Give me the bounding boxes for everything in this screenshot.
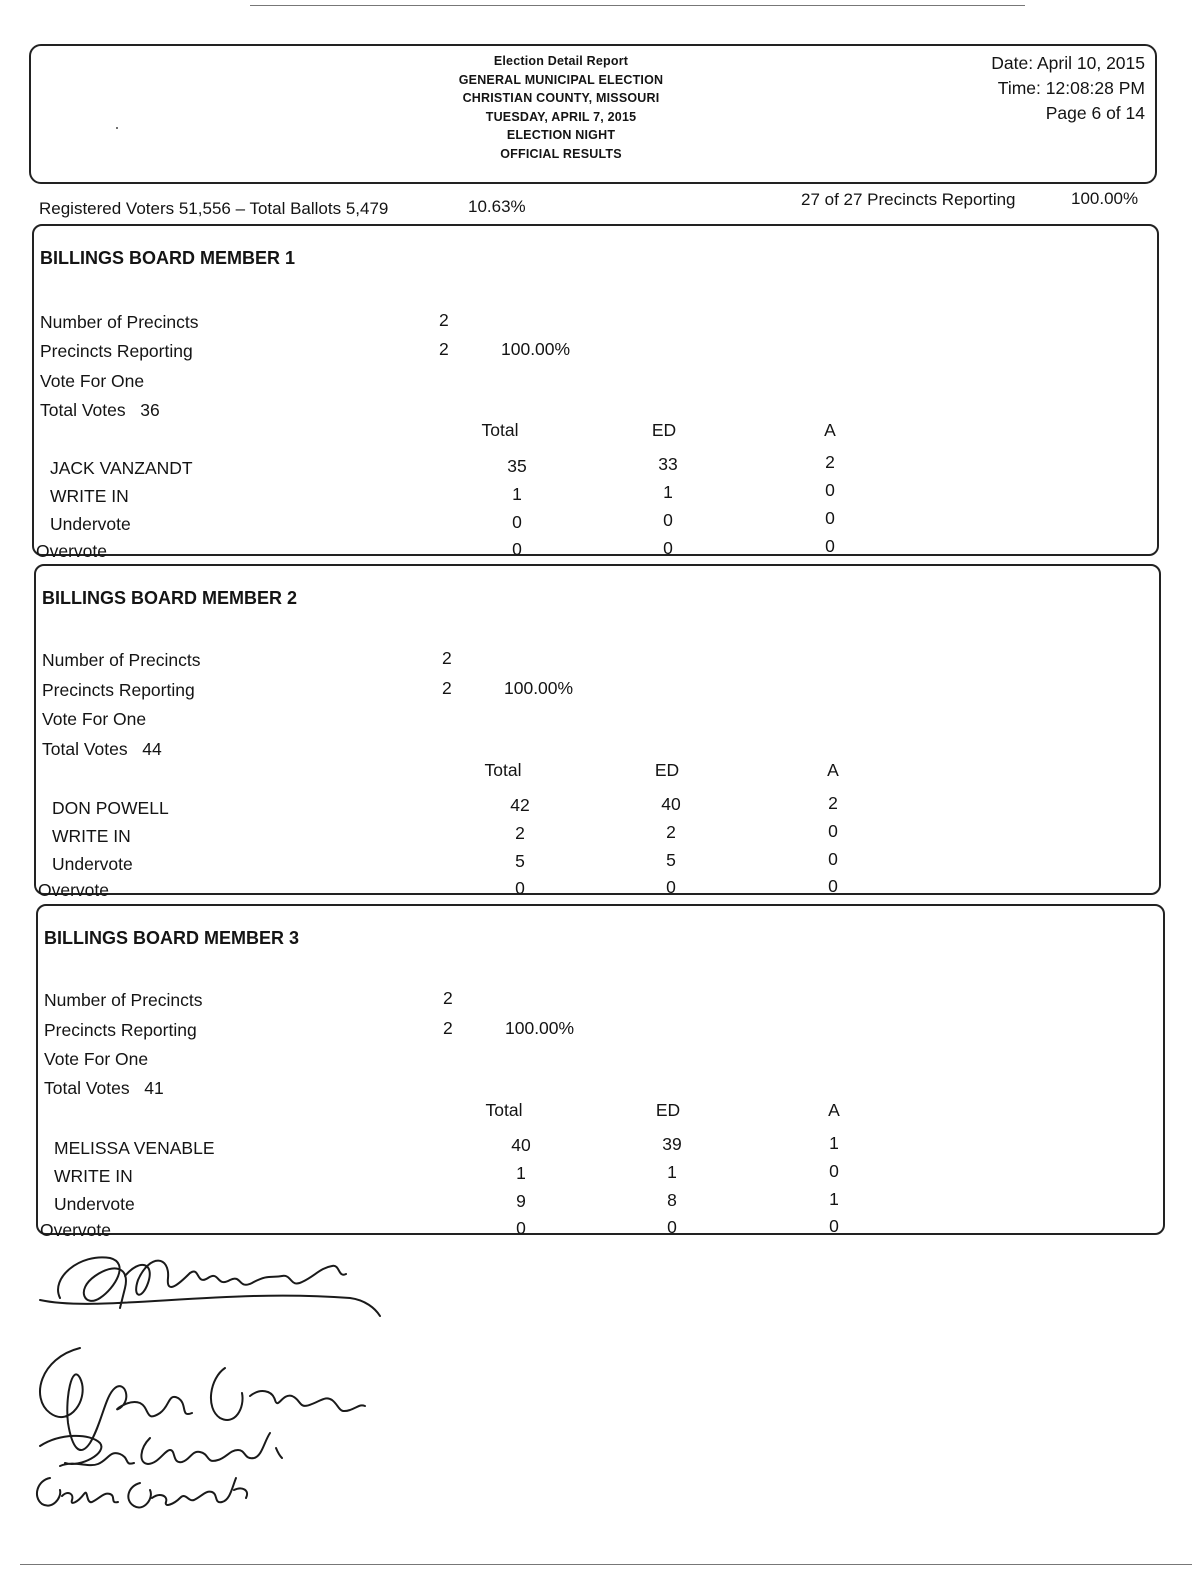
precincts-reporting-percent: 100.00%	[505, 1018, 575, 1038]
candidate-ed: 0	[667, 1217, 677, 1237]
candidate-name: Overvote	[38, 880, 109, 900]
candidate-total: 0	[512, 512, 522, 532]
vote-for-label: Vote For One	[40, 371, 145, 391]
report-header-title-block	[361, 52, 761, 163]
total-votes-value: 44	[142, 739, 162, 759]
candidate-total: 35	[507, 456, 527, 476]
candidate-name: DON POWELL	[52, 798, 169, 818]
candidate-name: WRITE IN	[52, 826, 131, 846]
candidate-a: 0	[828, 876, 838, 896]
candidate-ed: 33	[658, 454, 678, 474]
total-votes	[42, 739, 162, 760]
total-votes	[44, 1078, 164, 1099]
candidate-name: WRITE IN	[54, 1166, 133, 1186]
candidate-total: 0	[516, 1218, 526, 1238]
signature-4	[37, 1478, 247, 1507]
report-date: Date: April 10, 2015	[991, 53, 1145, 73]
total-votes-label: Total Votes	[42, 739, 128, 759]
registered-voters-summary: Registered Voters 51,556 – Total Ballots 5,479	[39, 199, 389, 218]
candidate-a: 0	[828, 849, 838, 869]
candidate-ed: 40	[661, 794, 681, 814]
column-header-total: Total	[484, 760, 522, 780]
county-name: CHRISTIAN COUNTY, MISSOURI	[462, 91, 660, 105]
precincts-reporting-percent: 100.00%	[504, 678, 574, 698]
precincts-reporting-label: Precincts Reporting	[42, 680, 195, 700]
candidate-total: 0	[512, 539, 522, 559]
report-time: Time: 12:08:28 PM	[997, 78, 1145, 98]
total-votes-value: 36	[140, 400, 160, 420]
precincts-reporting-value: 2	[439, 339, 449, 359]
candidate-name: Undervote	[54, 1194, 135, 1214]
number-of-precincts-value: 2	[443, 988, 453, 1008]
candidate-total: 5	[515, 851, 525, 871]
total-votes-label: Total Votes	[40, 400, 126, 420]
report-title: Election Detail Report	[493, 54, 629, 68]
candidate-name: WRITE IN	[50, 486, 129, 506]
column-header-total: Total	[485, 1100, 523, 1120]
candidate-name: JACK VANZANDT	[50, 458, 193, 478]
number-of-precincts-value: 2	[442, 648, 452, 668]
candidate-name: Overvote	[40, 1220, 111, 1240]
column-header-ed: ED	[654, 760, 680, 780]
candidate-ed: 1	[667, 1162, 677, 1182]
candidate-ed: 0	[663, 510, 673, 530]
signatures	[20, 1228, 400, 1528]
report-header	[29, 44, 1157, 184]
race-title: BILLINGS BOARD MEMBER 3	[44, 928, 300, 948]
candidate-ed: 5	[666, 850, 676, 870]
scan-speck	[116, 127, 118, 129]
column-header-ed: ED	[651, 420, 677, 440]
candidate-total: 1	[512, 484, 522, 504]
candidate-total: 9	[516, 1191, 526, 1211]
candidate-total: 1	[516, 1163, 526, 1183]
vote-for-label: Vote For One	[44, 1049, 149, 1069]
column-header-a: A	[827, 760, 839, 780]
signature-3	[40, 1433, 282, 1466]
candidate-a: 1	[829, 1189, 839, 1209]
candidate-a: 0	[829, 1216, 839, 1236]
candidate-total: 40	[511, 1135, 531, 1155]
candidate-a: 0	[829, 1161, 839, 1181]
vote-for-label: Vote For One	[42, 709, 147, 729]
precincts-reporting-label: Precincts Reporting	[44, 1020, 197, 1040]
candidate-total: 42	[510, 795, 530, 815]
column-header-total: Total	[481, 420, 519, 440]
candidate-a: 0	[825, 536, 835, 556]
race-section	[34, 564, 1161, 900]
candidate-total: 2	[515, 823, 525, 843]
column-header-ed: ED	[655, 1100, 681, 1120]
candidate-ed: 0	[663, 538, 673, 558]
precincts-reporting-value: 2	[443, 1018, 453, 1038]
precincts-reporting-percent: 100.00%	[1071, 189, 1139, 208]
race-section	[32, 224, 1159, 561]
race-title: BILLINGS BOARD MEMBER 1	[40, 248, 296, 268]
election-name: GENERAL MUNICIPAL ELECTION	[458, 72, 664, 87]
race-section	[36, 904, 1165, 1240]
precincts-reporting-percent: 100.00%	[501, 339, 571, 359]
page-number: Page 6 of 14	[1045, 103, 1145, 123]
candidate-ed: 0	[666, 877, 676, 897]
candidate-name: Undervote	[50, 514, 131, 534]
scan-top-edge	[250, 5, 1025, 6]
number-of-precincts-label: Number of Precincts	[42, 650, 201, 670]
total-votes-label: Total Votes	[44, 1078, 130, 1098]
candidate-a: 0	[825, 508, 835, 528]
candidate-ed: 39	[662, 1134, 682, 1154]
candidate-name: MELISSA VENABLE	[54, 1138, 215, 1158]
total-votes-value: 41	[144, 1078, 164, 1098]
candidate-a: 0	[825, 480, 835, 500]
candidate-total: 0	[515, 878, 525, 898]
election-date: TUESDAY, APRIL 7, 2015	[485, 109, 637, 124]
report-meta	[991, 51, 1145, 126]
candidate-a: 2	[828, 793, 838, 813]
candidate-a: 1	[829, 1133, 839, 1153]
candidate-ed: 8	[667, 1190, 677, 1210]
total-votes	[40, 400, 160, 421]
candidate-name: Overvote	[36, 541, 107, 561]
precincts-reporting-label: Precincts Reporting	[40, 341, 193, 361]
number-of-precincts-value: 2	[439, 310, 449, 330]
candidate-a: 0	[828, 821, 838, 841]
column-header-a: A	[828, 1100, 840, 1120]
candidate-name: Undervote	[52, 854, 133, 874]
number-of-precincts-label: Number of Precincts	[44, 990, 203, 1010]
precincts-reporting-summary: 27 of 27 Precincts Reporting	[801, 190, 1016, 209]
candidate-ed: 2	[666, 822, 676, 842]
number-of-precincts-label: Number of Precincts	[40, 312, 199, 332]
precincts-reporting-value: 2	[442, 678, 452, 698]
signature-1	[40, 1257, 380, 1316]
report-type: ELECTION NIGHT	[506, 128, 616, 142]
scan-bottom-edge	[20, 1564, 1192, 1565]
candidate-a: 2	[825, 452, 835, 472]
candidate-ed: 1	[663, 482, 673, 502]
turnout-percent: 10.63%	[468, 197, 526, 216]
race-title: BILLINGS BOARD MEMBER 2	[42, 588, 298, 608]
column-header-a: A	[824, 420, 836, 440]
results-status: OFFICIAL RESULTS	[500, 146, 622, 161]
signature-2	[40, 1348, 365, 1450]
